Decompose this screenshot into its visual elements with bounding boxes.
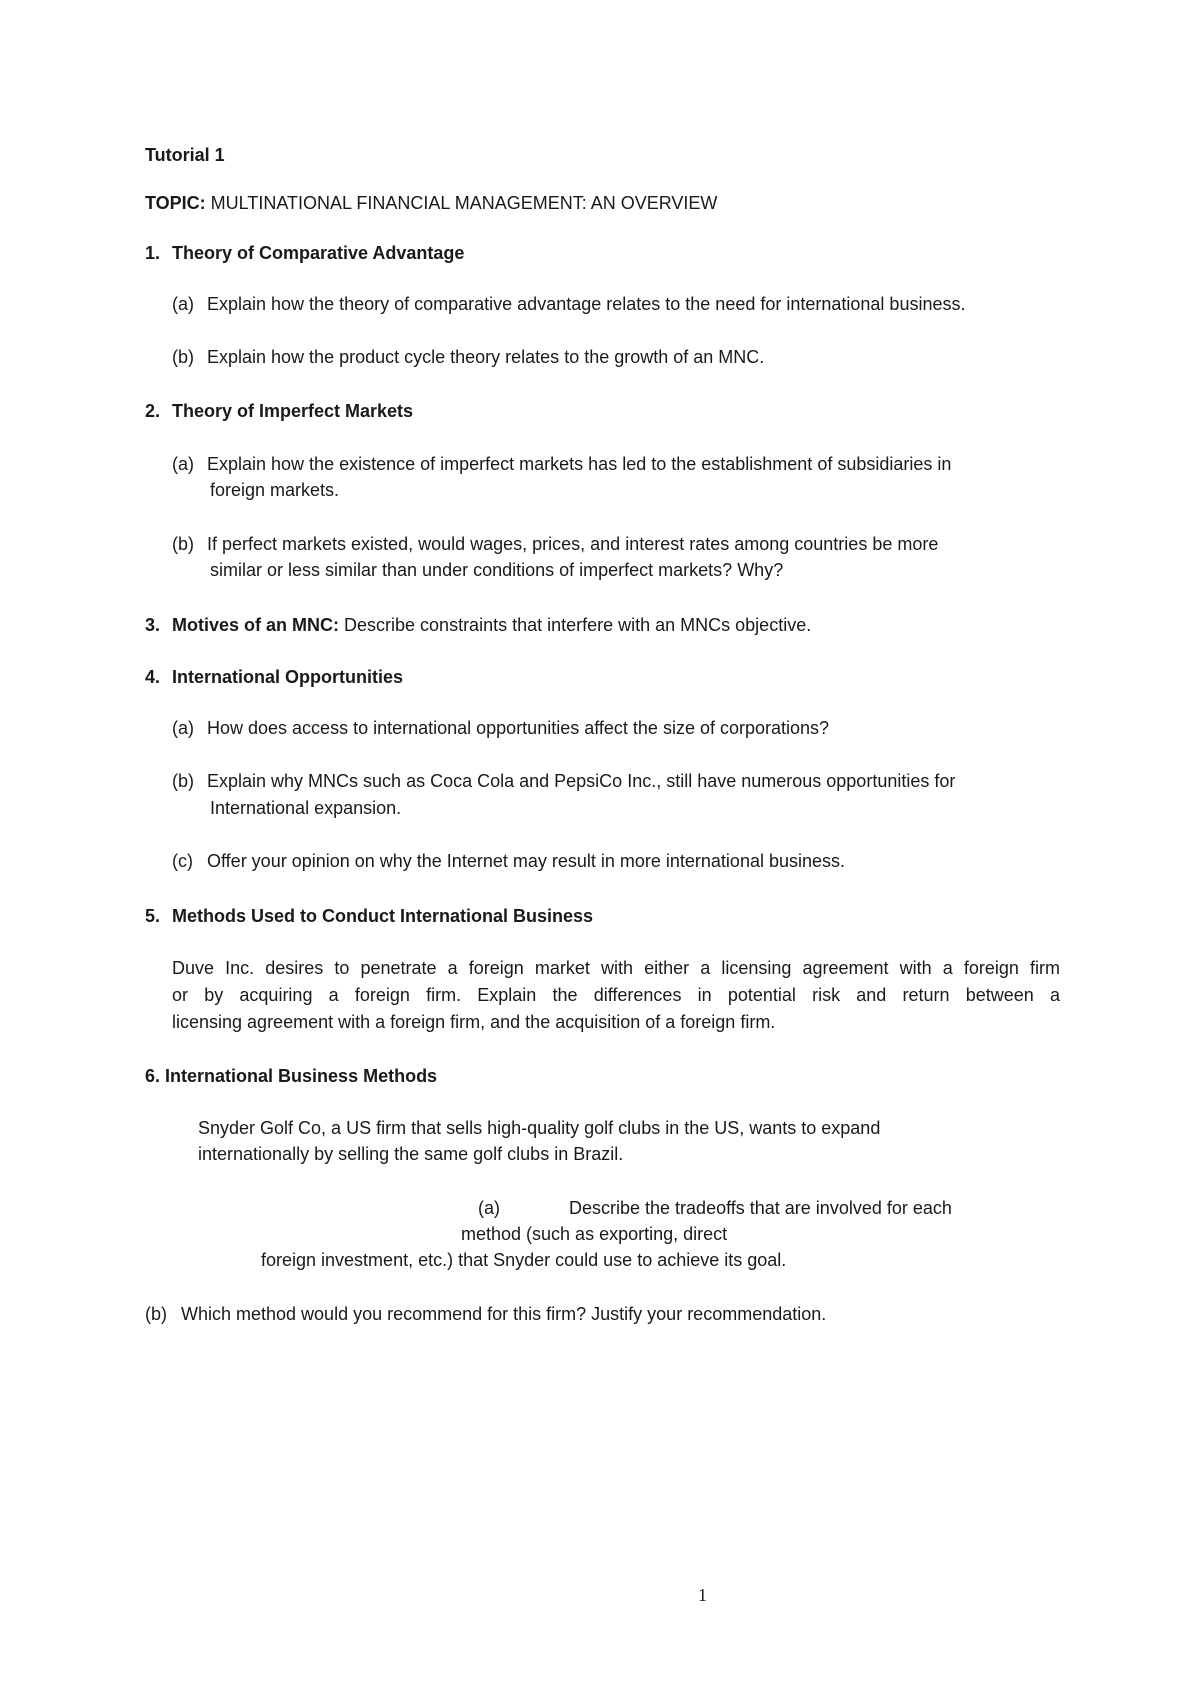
- section-1-item-b-text: Explain how the product cycle theory relates to the growth of an MNC.: [207, 347, 765, 367]
- section-4-item-c-marker: (c): [172, 851, 193, 871]
- section-2-number: 2.: [145, 401, 161, 421]
- section-5-number: 5.: [145, 906, 161, 926]
- section-1-number: 1.: [145, 243, 161, 263]
- section-6-item-a-line-2: method (such as exporting, direct: [461, 1224, 728, 1244]
- section-6-item-b-marker: (b): [145, 1304, 167, 1324]
- section-6-item-b-text: Which method would you recommend for this firm? Justify your recommendation.: [181, 1304, 827, 1324]
- section-5-paragraph-line-1: Duve Inc. desires to penetrate a foreign market with either a licensing agreement with a foreign firm: [172, 958, 1060, 978]
- section-4-item-a-text: How does access to international opportunities affect the size of corporations?: [207, 718, 830, 738]
- topic-line: [145, 190, 717, 216]
- section-5-heading: Methods Used to Conduct International Business: [172, 906, 594, 926]
- section-2-item-b-marker: (b): [172, 534, 194, 554]
- section-3-number: 3.: [145, 615, 161, 635]
- section-4-item-b-line-2: International expansion.: [210, 798, 402, 818]
- section-2-item-a-line-2: foreign markets.: [210, 480, 340, 500]
- section-6-paragraph-line-2: internationally by selling the same golf clubs in Brazil.: [198, 1144, 624, 1164]
- section-1-item-b-marker: (b): [172, 347, 194, 367]
- section-5-paragraph-line-2: or by acquiring a foreign firm. Explain the differences in potential risk and return between a: [172, 985, 1060, 1005]
- section-4-item-a-marker: (a): [172, 718, 194, 738]
- section-6-heading: [145, 1063, 437, 1089]
- section-5-paragraph-line-3: licensing agreement with a foreign firm, and the acquisition of a foreign firm.: [172, 1012, 776, 1032]
- section-1-heading: Theory of Comparative Advantage: [172, 243, 465, 263]
- section-2-item-b-line-1: If perfect markets existed, would wages, prices, and interest rates among countries be more: [207, 534, 939, 554]
- section-4-item-c-text: Offer your opinion on why the Internet may result in more international business.: [207, 851, 846, 871]
- section-2-heading: Theory of Imperfect Markets: [172, 401, 414, 421]
- page-number: 1: [698, 1585, 707, 1605]
- section-6-number: 6.: [145, 1066, 161, 1086]
- section-3-text: Describe constraints that interfere with an MNCs objective.: [339, 615, 812, 635]
- section-6-item-a-marker: (a): [478, 1198, 500, 1218]
- topic-label: TOPIC:: [145, 193, 206, 213]
- section-6-paragraph-line-1: Snyder Golf Co, a US firm that sells high-quality golf clubs in the US, wants to expand: [198, 1118, 881, 1138]
- section-6-item-a-line-3: foreign investment, etc.) that Snyder could use to achieve its goal.: [261, 1250, 787, 1270]
- section-4-item-b-marker: (b): [172, 771, 194, 791]
- section-2-item-b-line-2: similar or less similar than under conditions of imperfect markets? Why?: [210, 560, 784, 580]
- section-2-item-a-marker: (a): [172, 454, 194, 474]
- section-6-title: International Business Methods: [165, 1066, 438, 1086]
- section-4-number: 4.: [145, 667, 161, 687]
- section-1-item-a-marker: (a): [172, 294, 194, 314]
- section-3-line: [172, 612, 811, 638]
- section-6-item-a-line-1: Describe the tradeoffs that are involved for each: [569, 1198, 952, 1218]
- section-4-item-b-line-1: Explain why MNCs such as Coca Cola and PepsiCo Inc., still have numerous opportunities for: [207, 771, 956, 791]
- section-1-item-a-text: Explain how the theory of comparative advantage relates to the need for international business.: [207, 294, 966, 314]
- section-3-heading: Motives of an MNC:: [172, 615, 340, 635]
- section-4-heading: International Opportunities: [172, 667, 404, 687]
- topic-text: MULTINATIONAL FINANCIAL MANAGEMENT: AN OVERVIEW: [205, 193, 718, 213]
- tutorial-title: Tutorial 1: [145, 145, 225, 165]
- section-2-item-a-line-1: Explain how the existence of imperfect markets has led to the establishment of subsidiaries in: [207, 454, 952, 474]
